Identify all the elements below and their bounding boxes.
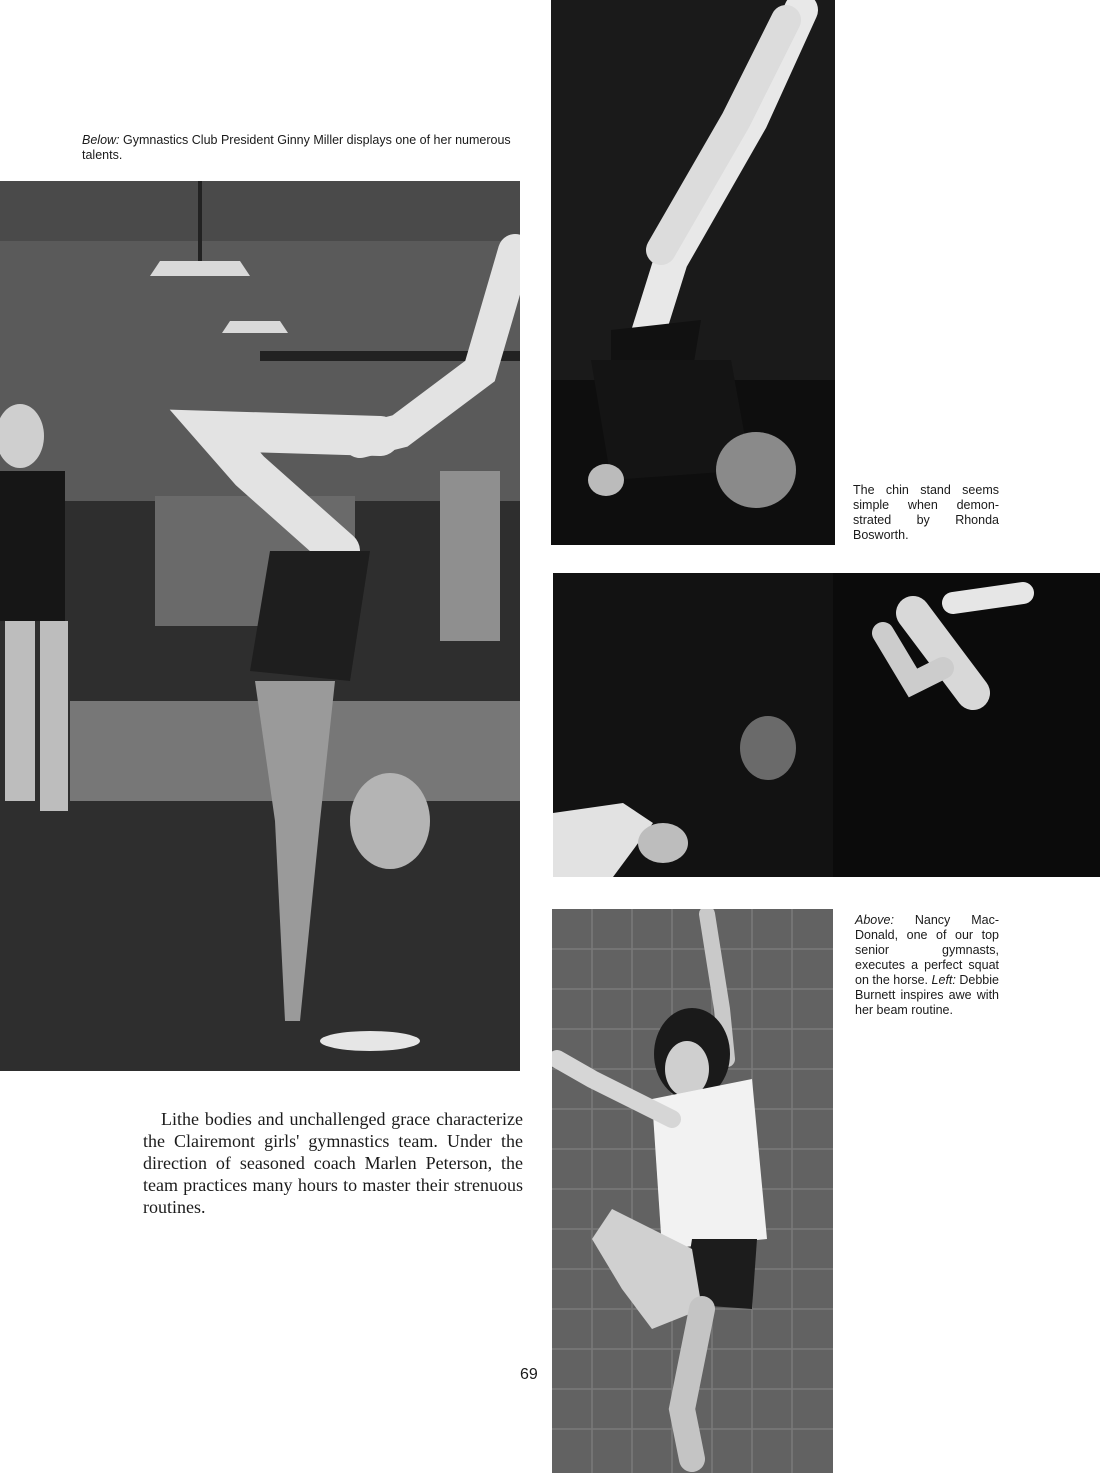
caption-chin-stand: The chin stand seems simple when demon-strated by Rhonda Bosworth. — [853, 483, 999, 542]
photo-handstand — [0, 181, 520, 1071]
squat-horse-image — [553, 573, 1100, 877]
photo-squat-horse — [553, 573, 1100, 877]
beam-image — [552, 909, 833, 1473]
photo-chin-stand — [551, 0, 835, 545]
caption-above-text: Nancy Mac-Donald, one of our top senior gymnasts, executes a perfect squat on the horse. — [855, 913, 999, 987]
body-paragraph: Lithe bodies and unchallenged grace characterize the Clairemont girls' gymnastics team. Under the direction of seasoned coach Marlen Peterson, the team practices many hours to master their strenuous routines. — [143, 1109, 523, 1217]
caption-below-lead: Below: — [82, 133, 120, 147]
caption-left-text: Debbie Burnett inspires awe with her beam routine. — [855, 973, 999, 1017]
caption-below-text: Gymnastics Club President Ginny Miller displays one of her numerous talents. — [82, 133, 511, 162]
handstand-image — [0, 181, 520, 1071]
photo-beam — [552, 909, 833, 1473]
chin-stand-image — [551, 0, 835, 545]
caption-above-left — [855, 913, 999, 1018]
caption-left-lead: Left: — [931, 973, 956, 987]
page-number: 69 — [520, 1366, 538, 1383]
caption-above-lead: Above: — [855, 913, 894, 927]
caption-below — [82, 133, 524, 163]
